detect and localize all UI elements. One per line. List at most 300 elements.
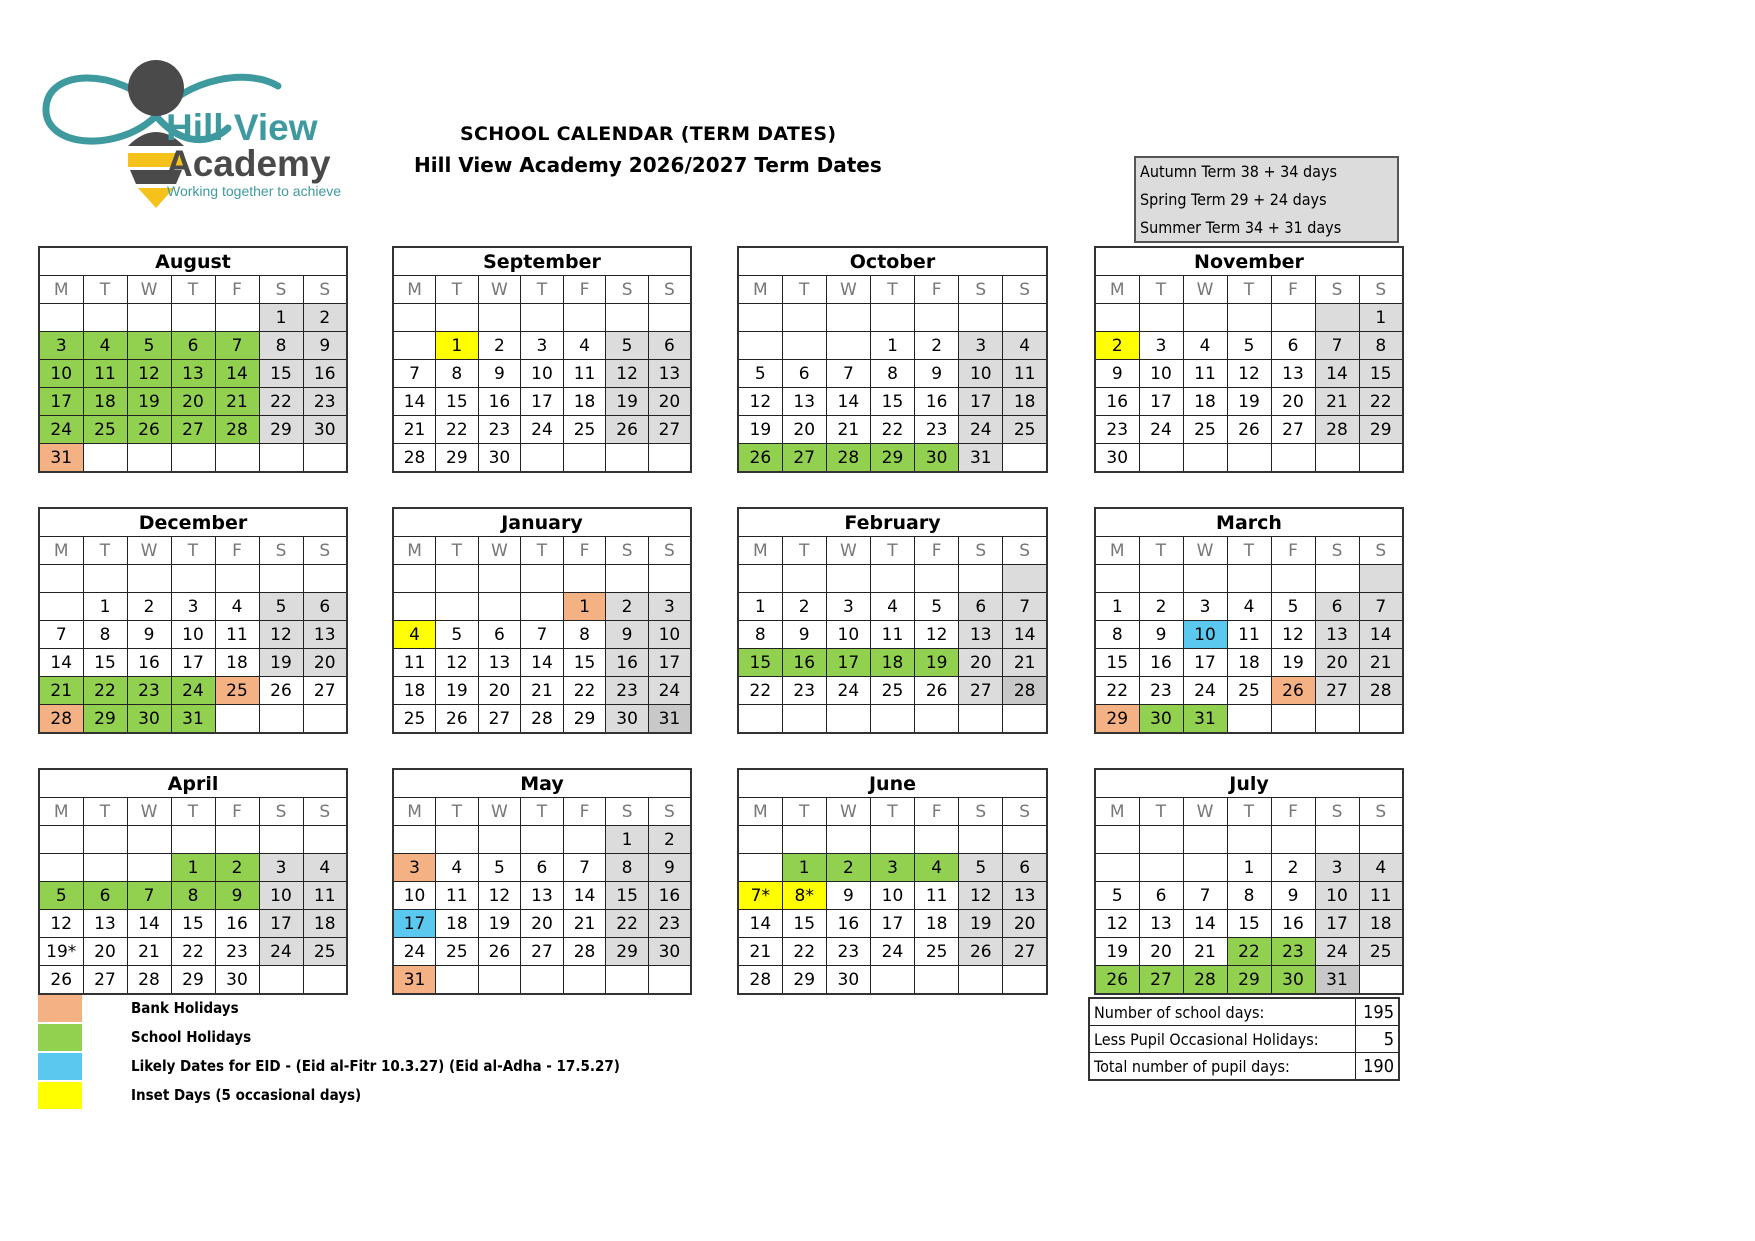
empty-cell	[563, 444, 606, 473]
day-cell: 7*	[738, 882, 782, 910]
empty-cell	[1183, 444, 1227, 473]
day-cell: 1	[83, 593, 127, 621]
day-cell: 26	[127, 416, 171, 444]
day-cell: 23	[303, 388, 347, 416]
day-cell: 14	[738, 910, 782, 938]
week-row	[1095, 966, 1403, 995]
day-cell: 23	[1271, 938, 1315, 966]
empty-cell	[782, 304, 826, 332]
month-calendar-june	[737, 768, 1048, 995]
day-cell: 2	[215, 854, 259, 882]
logo-line1: Hill View	[166, 107, 318, 148]
day-cell: 23	[782, 677, 826, 705]
weekday-label: S	[303, 276, 347, 304]
day-cell: 5	[1227, 332, 1271, 360]
week-row	[39, 332, 347, 360]
weekday-label: S	[959, 798, 1003, 826]
day-cell: 19	[738, 416, 782, 444]
empty-cell	[826, 705, 870, 734]
week-row	[39, 649, 347, 677]
day-cell: 19	[959, 910, 1003, 938]
empty-cell	[648, 304, 691, 332]
day-cell: 29	[1359, 416, 1403, 444]
weekday-label: W	[127, 798, 171, 826]
empty-cell	[393, 304, 436, 332]
day-cell: 16	[606, 649, 649, 677]
empty-cell	[1183, 854, 1227, 882]
day-cell: 12	[259, 621, 303, 649]
week-row	[393, 826, 691, 854]
term-summer: Summer Term 34 + 31 days	[1140, 218, 1342, 237]
weekday-header-row	[1095, 276, 1403, 304]
day-cell: 1	[259, 304, 303, 332]
day-cell: 22	[1227, 938, 1271, 966]
day-cell: 14	[563, 882, 606, 910]
weekday-label: T	[521, 537, 564, 565]
weekday-header-row	[39, 798, 347, 826]
day-cell: 29	[1227, 966, 1271, 995]
empty-cell	[1139, 304, 1183, 332]
day-cell: 20	[1271, 388, 1315, 416]
day-cell: 8	[1095, 621, 1139, 649]
day-cell: 13	[303, 621, 347, 649]
day-cell: 9	[826, 882, 870, 910]
day-cell: 6	[959, 593, 1003, 621]
weekday-label: F	[563, 798, 606, 826]
week-row	[738, 677, 1047, 705]
day-cell: 16	[1095, 388, 1139, 416]
weekday-label: T	[1139, 537, 1183, 565]
day-cell: 27	[303, 677, 347, 705]
day-cell: 19	[1227, 388, 1271, 416]
day-cell: 4	[1003, 332, 1047, 360]
day-cell: 23	[826, 938, 870, 966]
day-cell: 30	[478, 444, 521, 473]
day-cell: 19	[259, 649, 303, 677]
empty-cell	[521, 304, 564, 332]
day-cell: 13	[1003, 882, 1047, 910]
week-row	[1095, 854, 1403, 882]
day-cell: 22	[1359, 388, 1403, 416]
day-cell: 28	[1003, 677, 1047, 705]
weekday-header-row	[393, 537, 691, 565]
day-cell: 27	[1315, 677, 1359, 705]
day-cell: 11	[915, 882, 959, 910]
weekday-header-row	[738, 537, 1047, 565]
day-cell: 7	[39, 621, 83, 649]
term-spring: Spring Term 29 + 24 days	[1140, 190, 1327, 209]
day-cell: 19	[127, 388, 171, 416]
day-cell: 10	[826, 621, 870, 649]
day-cell: 8	[1227, 882, 1271, 910]
empty-cell	[1003, 826, 1047, 854]
empty-cell	[39, 304, 83, 332]
empty-cell	[1271, 304, 1315, 332]
day-cell: 8	[436, 360, 479, 388]
month-name: August	[39, 247, 347, 276]
empty-cell	[915, 705, 959, 734]
day-cell: 19	[478, 910, 521, 938]
day-cell: 26	[915, 677, 959, 705]
day-cell: 3	[393, 854, 436, 882]
day-cell: 6	[478, 621, 521, 649]
week-row	[393, 565, 691, 593]
weekday-label: W	[127, 276, 171, 304]
day-cell: 11	[1003, 360, 1047, 388]
day-cell: 14	[521, 649, 564, 677]
weekday-label: T	[1139, 798, 1183, 826]
days-summary-table	[1088, 997, 1400, 1081]
day-cell: 5	[959, 854, 1003, 882]
summary-value: 190	[1356, 1053, 1400, 1081]
day-cell: 22	[606, 910, 649, 938]
week-row	[1095, 938, 1403, 966]
day-cell: 13	[83, 910, 127, 938]
weekday-label: F	[915, 276, 959, 304]
week-row	[393, 966, 691, 995]
week-row	[1095, 649, 1403, 677]
empty-cell	[478, 826, 521, 854]
empty-cell	[436, 826, 479, 854]
weekday-header-row	[1095, 798, 1403, 826]
empty-cell	[171, 304, 215, 332]
day-cell: 31	[171, 705, 215, 734]
week-row	[39, 910, 347, 938]
weekday-label: S	[1315, 276, 1359, 304]
month-name: December	[39, 508, 347, 537]
day-cell: 26	[39, 966, 83, 995]
day-cell: 9	[606, 621, 649, 649]
day-cell: 17	[826, 649, 870, 677]
day-cell: 21	[1315, 388, 1359, 416]
day-cell: 9	[915, 360, 959, 388]
week-row	[1095, 565, 1403, 593]
day-cell: 28	[1183, 966, 1227, 995]
weekday-label: W	[1183, 537, 1227, 565]
day-cell: 18	[1003, 388, 1047, 416]
day-cell: 9	[648, 854, 691, 882]
day-cell: 1	[436, 332, 479, 360]
day-cell: 5	[1271, 593, 1315, 621]
day-cell: 6	[648, 332, 691, 360]
day-cell: 24	[1139, 416, 1183, 444]
day-cell: 19	[915, 649, 959, 677]
summary-row	[1089, 1053, 1399, 1081]
day-cell: 22	[171, 938, 215, 966]
day-cell: 14	[826, 388, 870, 416]
day-cell: 13	[478, 649, 521, 677]
empty-cell	[39, 854, 83, 882]
day-cell: 11	[393, 649, 436, 677]
day-cell: 13	[1271, 360, 1315, 388]
day-cell: 6	[521, 854, 564, 882]
day-cell: 8	[606, 854, 649, 882]
weekday-label: F	[563, 537, 606, 565]
day-cell: 30	[826, 966, 870, 995]
day-cell: 13	[1139, 910, 1183, 938]
day-cell: 20	[648, 388, 691, 416]
day-cell: 4	[1359, 854, 1403, 882]
day-cell: 11	[303, 882, 347, 910]
empty-cell	[563, 565, 606, 593]
day-cell: 25	[83, 416, 127, 444]
weekday-label: M	[393, 798, 436, 826]
empty-cell	[83, 826, 127, 854]
empty-cell	[606, 444, 649, 473]
day-cell: 16	[303, 360, 347, 388]
month-calendar-september	[392, 246, 692, 473]
week-row	[393, 677, 691, 705]
day-cell: 30	[127, 705, 171, 734]
week-row	[738, 621, 1047, 649]
week-row	[738, 444, 1047, 473]
day-cell: 9	[127, 621, 171, 649]
weekday-label: T	[1227, 537, 1271, 565]
day-cell: 20	[1003, 910, 1047, 938]
month-name: March	[1095, 508, 1403, 537]
empty-cell	[1359, 705, 1403, 734]
legend-item	[38, 995, 638, 1023]
day-cell: 24	[521, 416, 564, 444]
weekday-label: T	[782, 798, 826, 826]
day-cell: 28	[826, 444, 870, 473]
day-cell: 15	[606, 882, 649, 910]
empty-cell	[738, 304, 782, 332]
day-cell: 1	[563, 593, 606, 621]
day-cell: 15	[1359, 360, 1403, 388]
week-row	[39, 882, 347, 910]
empty-cell	[1359, 444, 1403, 473]
day-cell: 12	[127, 360, 171, 388]
day-cell: 27	[171, 416, 215, 444]
empty-cell	[215, 304, 259, 332]
day-cell: 29	[171, 966, 215, 995]
weekday-label: T	[436, 798, 479, 826]
empty-cell	[1315, 565, 1359, 593]
legend-item	[38, 1024, 638, 1052]
empty-cell	[1227, 304, 1271, 332]
day-cell: 17	[393, 910, 436, 938]
day-cell: 23	[215, 938, 259, 966]
empty-cell	[870, 565, 914, 593]
day-cell: 12	[1095, 910, 1139, 938]
weekday-label: T	[83, 537, 127, 565]
legend-item	[38, 1053, 638, 1081]
day-cell: 25	[215, 677, 259, 705]
day-cell: 20	[1315, 649, 1359, 677]
day-cell: 1	[870, 332, 914, 360]
day-cell: 10	[39, 360, 83, 388]
empty-cell	[521, 565, 564, 593]
day-cell: 29	[563, 705, 606, 734]
day-cell: 9	[1095, 360, 1139, 388]
day-cell: 6	[1139, 882, 1183, 910]
month-calendar-november	[1094, 246, 1404, 473]
empty-cell	[1227, 705, 1271, 734]
week-row	[39, 826, 347, 854]
day-cell: 5	[259, 593, 303, 621]
weekday-label: S	[959, 537, 1003, 565]
day-cell: 6	[1315, 593, 1359, 621]
empty-cell	[1315, 304, 1359, 332]
month-calendar-february	[737, 507, 1048, 734]
day-cell: 14	[393, 388, 436, 416]
weekday-label: W	[1183, 276, 1227, 304]
term-days-box	[1134, 156, 1399, 243]
week-row	[738, 416, 1047, 444]
day-cell: 17	[648, 649, 691, 677]
day-cell: 25	[870, 677, 914, 705]
day-cell: 23	[915, 416, 959, 444]
weekday-label: T	[870, 276, 914, 304]
day-cell: 16	[127, 649, 171, 677]
weekday-header-row	[738, 798, 1047, 826]
summary-label: Total number of pupil days:	[1089, 1053, 1356, 1081]
week-row	[39, 565, 347, 593]
empty-cell	[1359, 565, 1403, 593]
day-cell: 22	[782, 938, 826, 966]
empty-cell	[782, 826, 826, 854]
day-cell: 5	[1095, 882, 1139, 910]
day-cell: 11	[1183, 360, 1227, 388]
day-cell: 10	[1139, 360, 1183, 388]
weekday-label: S	[648, 276, 691, 304]
day-cell: 18	[303, 910, 347, 938]
empty-cell	[393, 332, 436, 360]
weekday-label: W	[1183, 798, 1227, 826]
week-row	[393, 621, 691, 649]
day-cell: 25	[1359, 938, 1403, 966]
empty-cell	[563, 304, 606, 332]
week-row	[1095, 882, 1403, 910]
day-cell: 9	[782, 621, 826, 649]
day-cell: 21	[1359, 649, 1403, 677]
day-cell: 21	[127, 938, 171, 966]
day-cell: 12	[478, 882, 521, 910]
weekday-label: T	[436, 276, 479, 304]
week-row	[738, 705, 1047, 734]
month-name: February	[738, 508, 1047, 537]
day-cell: 27	[83, 966, 127, 995]
day-cell: 8	[1359, 332, 1403, 360]
day-cell: 21	[393, 416, 436, 444]
day-cell: 29	[83, 705, 127, 734]
empty-cell	[563, 826, 606, 854]
day-cell: 17	[1183, 649, 1227, 677]
empty-cell	[171, 444, 215, 473]
weekday-label: S	[1315, 537, 1359, 565]
day-cell: 28	[215, 416, 259, 444]
empty-cell	[303, 966, 347, 995]
day-cell: 30	[215, 966, 259, 995]
day-cell: 24	[648, 677, 691, 705]
empty-cell	[259, 826, 303, 854]
week-row	[39, 304, 347, 332]
day-cell: 8	[83, 621, 127, 649]
empty-cell	[393, 593, 436, 621]
day-cell: 12	[959, 882, 1003, 910]
day-cell: 25	[436, 938, 479, 966]
month-name: November	[1095, 247, 1403, 276]
day-cell: 27	[959, 677, 1003, 705]
day-cell: 17	[39, 388, 83, 416]
day-cell: 17	[1139, 388, 1183, 416]
day-cell: 28	[521, 705, 564, 734]
empty-cell	[959, 705, 1003, 734]
empty-cell	[915, 826, 959, 854]
day-cell: 27	[521, 938, 564, 966]
empty-cell	[1227, 826, 1271, 854]
day-cell: 17	[870, 910, 914, 938]
empty-cell	[478, 565, 521, 593]
day-cell: 27	[478, 705, 521, 734]
weekday-header-row	[738, 276, 1047, 304]
empty-cell	[478, 966, 521, 995]
day-cell: 21	[826, 416, 870, 444]
weekday-label: M	[39, 798, 83, 826]
weekday-label: W	[478, 798, 521, 826]
day-cell: 3	[39, 332, 83, 360]
day-cell: 3	[870, 854, 914, 882]
empty-cell	[870, 966, 914, 995]
day-cell: 24	[870, 938, 914, 966]
day-cell: 15	[1095, 649, 1139, 677]
weekday-label: T	[1227, 276, 1271, 304]
empty-cell	[1271, 565, 1315, 593]
week-row	[738, 332, 1047, 360]
day-cell: 16	[215, 910, 259, 938]
day-cell: 30	[606, 705, 649, 734]
summary-value: 195	[1356, 998, 1400, 1026]
empty-cell	[303, 565, 347, 593]
day-cell: 2	[478, 332, 521, 360]
empty-cell	[393, 565, 436, 593]
empty-cell	[436, 593, 479, 621]
day-cell: 26	[436, 705, 479, 734]
day-cell: 19	[606, 388, 649, 416]
day-cell: 8	[563, 621, 606, 649]
week-row	[738, 388, 1047, 416]
day-cell: 7	[1315, 332, 1359, 360]
day-cell: 25	[1227, 677, 1271, 705]
empty-cell	[1139, 565, 1183, 593]
day-cell: 26	[606, 416, 649, 444]
day-cell: 4	[563, 332, 606, 360]
week-row	[738, 360, 1047, 388]
day-cell: 25	[1003, 416, 1047, 444]
week-row	[1095, 388, 1403, 416]
day-cell: 10	[393, 882, 436, 910]
day-cell: 19	[1095, 938, 1139, 966]
day-cell: 13	[521, 882, 564, 910]
weekday-label: T	[1227, 798, 1271, 826]
empty-cell	[870, 705, 914, 734]
day-cell: 27	[1271, 416, 1315, 444]
day-cell: 28	[738, 966, 782, 995]
week-row	[393, 332, 691, 360]
month-calendar-january	[392, 507, 692, 734]
day-cell: 9	[478, 360, 521, 388]
day-cell: 20	[83, 938, 127, 966]
day-cell: 4	[215, 593, 259, 621]
day-cell: 27	[1139, 966, 1183, 995]
weekday-label: S	[648, 537, 691, 565]
empty-cell	[915, 565, 959, 593]
week-row	[39, 677, 347, 705]
day-cell: 21	[1183, 938, 1227, 966]
day-cell: 2	[1095, 332, 1139, 360]
empty-cell	[1183, 304, 1227, 332]
